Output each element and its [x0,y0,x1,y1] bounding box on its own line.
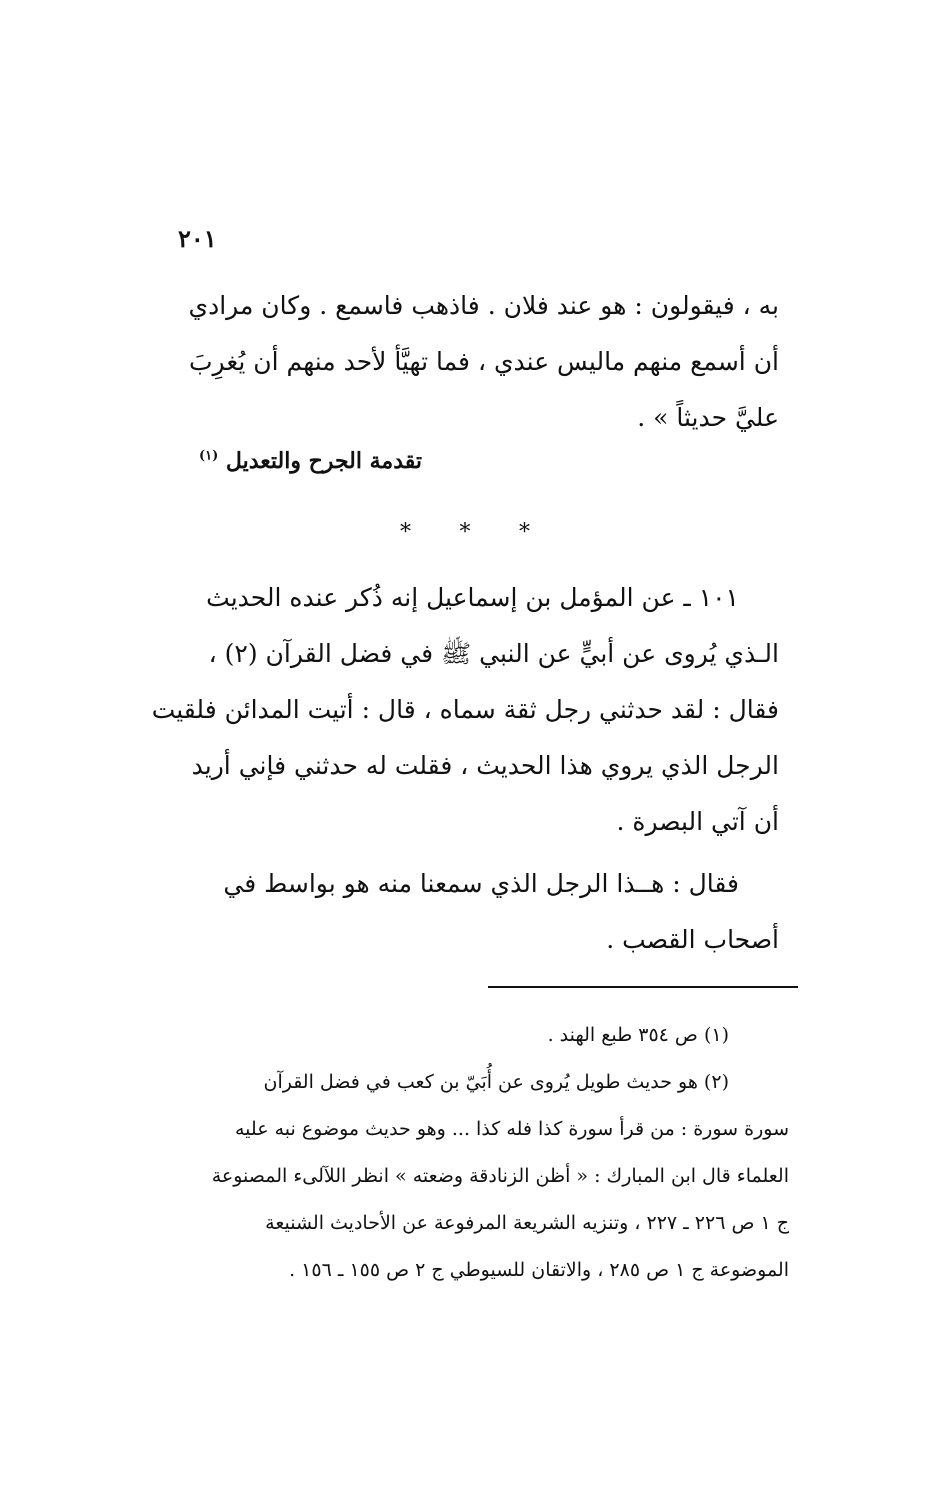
star-glyph: * [459,520,471,545]
page-number: ٢٠١ [178,224,217,253]
footnote-line: العلماء قال ابن المبارك : « أظن الزنادقة وضعته » انظر اللآلىء المصنوعة [211,1165,789,1187]
text-line: الـذي يُروى عن أبيٍّ عن النبي ﷺ في فضل القرآن (٢) ، [208,639,779,668]
text-line: ١٠١ ـ عن المؤمل بن إسماعيل إنه ذُكر عنده الحديث [206,583,739,612]
text-line: أن أسمع منهم ماليس عندي ، فما تهيَّأ لأحد منهم أن يُغرِبَ [189,347,779,376]
text-line: أصحاب القصب . [606,925,779,954]
footnote-line: (٢) هو حديث طويل يُروى عن أُبَيّ بن كعب في فضل القرآن [263,1071,729,1093]
text-line: فقال : لقد حدثني رجل ثقة سماه ، قال : أتيت المدائن فلقيت [151,695,779,724]
top-paragraph [167,278,779,446]
footnotes [157,1012,789,1294]
footnote-line: الموضوعة ج ١ ص ٢٨٥ ، والاتقان للسيوطي ج ٢ ص ١٥٥ ـ ١٥٦ . [289,1259,789,1281]
text-line: عليَّ حديثاً » . [637,403,779,432]
heading-footnote-marker: (١) [198,448,219,464]
footnote-divider [488,986,798,988]
hadith-101-paragraph [151,570,779,850]
footnote-line: سورة سورة : من قرأ سورة كذا فله كذا ... وهو حديث موضوع نبه عليه [234,1118,789,1140]
heading-text: تقدمة الجرح والتعديل [225,448,422,474]
closing-paragraph [167,856,779,968]
text-line: أن آتي البصرة . [616,807,779,836]
text-line: فقال : هــذا الرجل الذي سمعنا منه هو بواسط في [223,869,739,898]
star-glyph: * [400,520,411,545]
footnote-line: (١) ص ٣٥٤ طبع الهند . [547,1024,729,1046]
section-heading [199,448,422,474]
text-line: الرجل الذي يروي هذا الحديث ، فقلت له حدثني فإني أريد [191,751,779,780]
separator-stars [400,520,530,545]
text-line: به ، فيقولون : هو عند فلان . فاذهب فاسمع . وكان مرادي [188,291,779,320]
footnote-line: ج ١ ص ٢٢٦ ـ ٢٢٧ ، وتنزيه الشريعة المرفوعة عن الأحاديث الشنيعة [265,1212,789,1234]
star-glyph: * [519,520,530,545]
